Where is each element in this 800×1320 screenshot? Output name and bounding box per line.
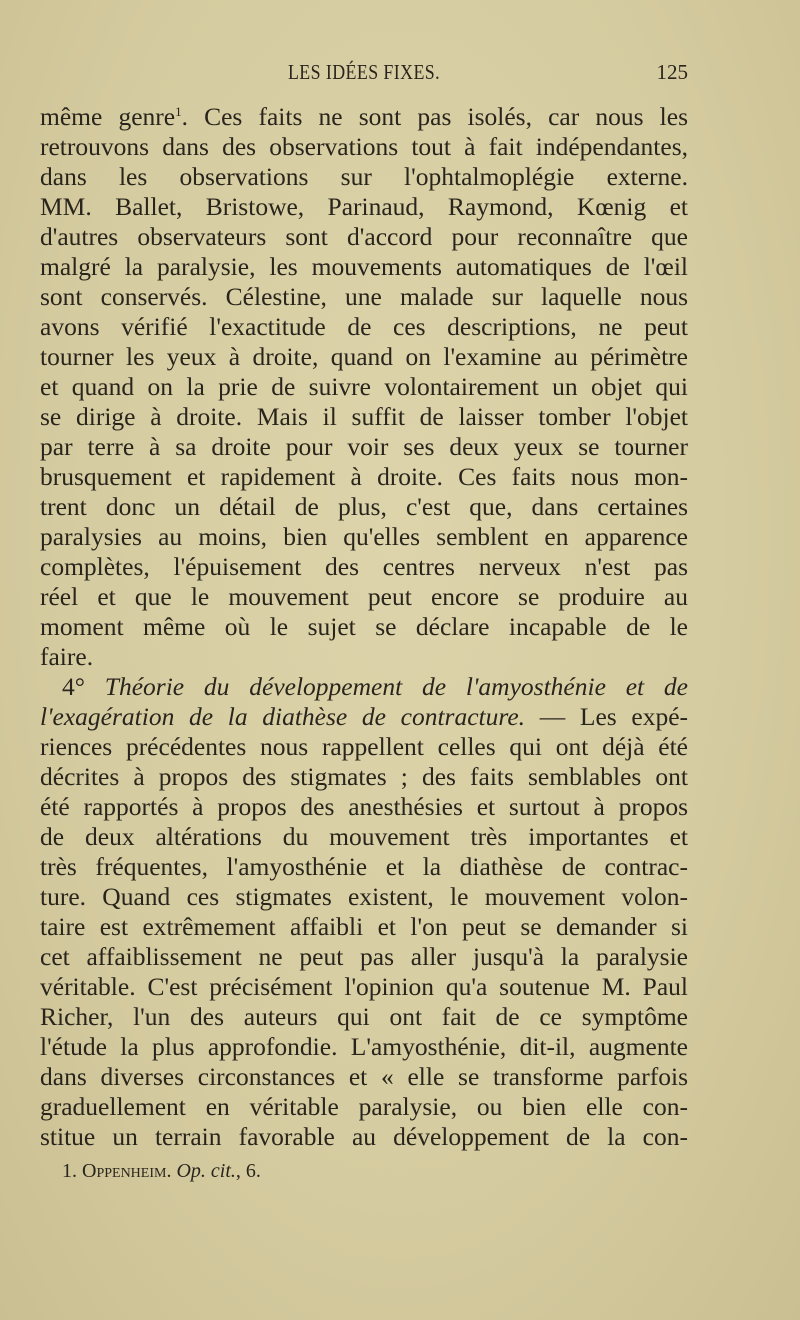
section-number: 4° [62,672,85,701]
text-line: ture. Quand ces stigmates existent, le mouvement volon- [40,882,688,911]
section-title: Théorie du développement de l'amyosthénie et de [104,672,689,701]
footnote-author: Oppenheim. [82,1160,172,1182]
text-line: véritable. C'est précisément l'opinion qu'a soutenue M. Paul [40,972,688,1001]
text-line: décrites à propos des stigmates ; des faits semblables ont [40,762,688,791]
text-line: stitue un terrain favorable au développement de la con- [40,1122,688,1151]
line-text: — Les expé- [525,702,689,731]
footnote-page: , 6. [235,1160,261,1182]
footnote-ref-marker: 1 [175,104,182,119]
text-line: cet affaiblissement ne peut pas aller jusqu'à la paralysie [40,942,688,971]
text-line [40,102,688,132]
text-line: MM. Ballet, Bristowe, Parinaud, Raymond, Kœnig et [40,192,688,221]
text-line: été rapportés à propos des anesthésies et surtout à propos [40,792,688,821]
text-line: taire est extrêmement affaibli et l'on peut se demander si [40,912,688,941]
text-line: avons vérifié l'exactitude de ces descriptions, ne peut [40,312,688,341]
page-number: 125 [656,60,688,84]
text-line: de deux altérations du mouvement très importantes et [40,822,688,851]
text-line: très fréquentes, l'amyosthénie et la diathèse de contrac- [40,852,688,881]
page-header [40,60,688,90]
footnote-ref: Op. cit. [176,1160,236,1182]
footnote-number: 1. [62,1160,77,1182]
text-line: l'étude la plus approfondie. L'amyosthénie, dit-il, augmente [40,1032,688,1061]
text-line: tourner les yeux à droite, quand on l'examine au périmètre [40,342,688,371]
body-text [40,102,688,1152]
text-line: complètes, l'épuisement des centres nerveux n'est pas [40,552,688,581]
text-line: faire. [40,642,94,671]
running-title: LES IDÉES FIXES. [287,60,441,84]
text-line: paralysies au moins, bien qu'elles semblent en apparence [40,522,688,551]
text-line: par terre à sa droite pour voir ses deux yeux se tourner [40,432,688,461]
text-line: trent donc un détail de plus, c'est que, dans certaines [40,492,688,521]
text-line: moment même où le sujet se déclare incapable de le [40,612,688,641]
text-line [40,702,688,732]
text-line: dans les observations sur l'ophtalmoplégie externe. [40,162,688,191]
text-line: dans diverses circonstances et « elle se transforme parfois [40,1062,688,1091]
text-line: d'autres observateurs sont d'accord pour reconnaître que [40,222,688,251]
text-line: malgré la paralysie, les mouvements automatiques de l'œil [40,252,688,281]
section-title: l'exagération de la diathèse de contracture. [40,702,526,731]
text-line: riences précédentes nous rappellent celles qui ont déjà été [40,732,688,761]
text-line: retrouvons dans des observations tout à fait indépendantes, [40,132,688,161]
line-text: . Ces faits ne sont pas isolés, car nous les [181,102,688,131]
text-line: sont conservés. Célestine, une malade sur laquelle nous [40,282,688,311]
text-line: graduellement en véritable paralysie, ou bien elle con- [40,1092,688,1121]
text-line: réel et que le mouvement peut encore se produire au [40,582,688,611]
text-line: Richer, l'un des auteurs qui ont fait de ce symptôme [40,1002,688,1031]
text-line: brusquement et rapidement à droite. Ces faits nous mon- [40,462,688,491]
text-line: se dirige à droite. Mais il suffit de laisser tomber l'objet [40,402,688,431]
line-text: même genre [40,102,176,131]
text-line [40,672,688,702]
text-line: et quand on la prie de suivre volontairement un objet qui [40,372,688,401]
footnote [62,1160,261,1183]
